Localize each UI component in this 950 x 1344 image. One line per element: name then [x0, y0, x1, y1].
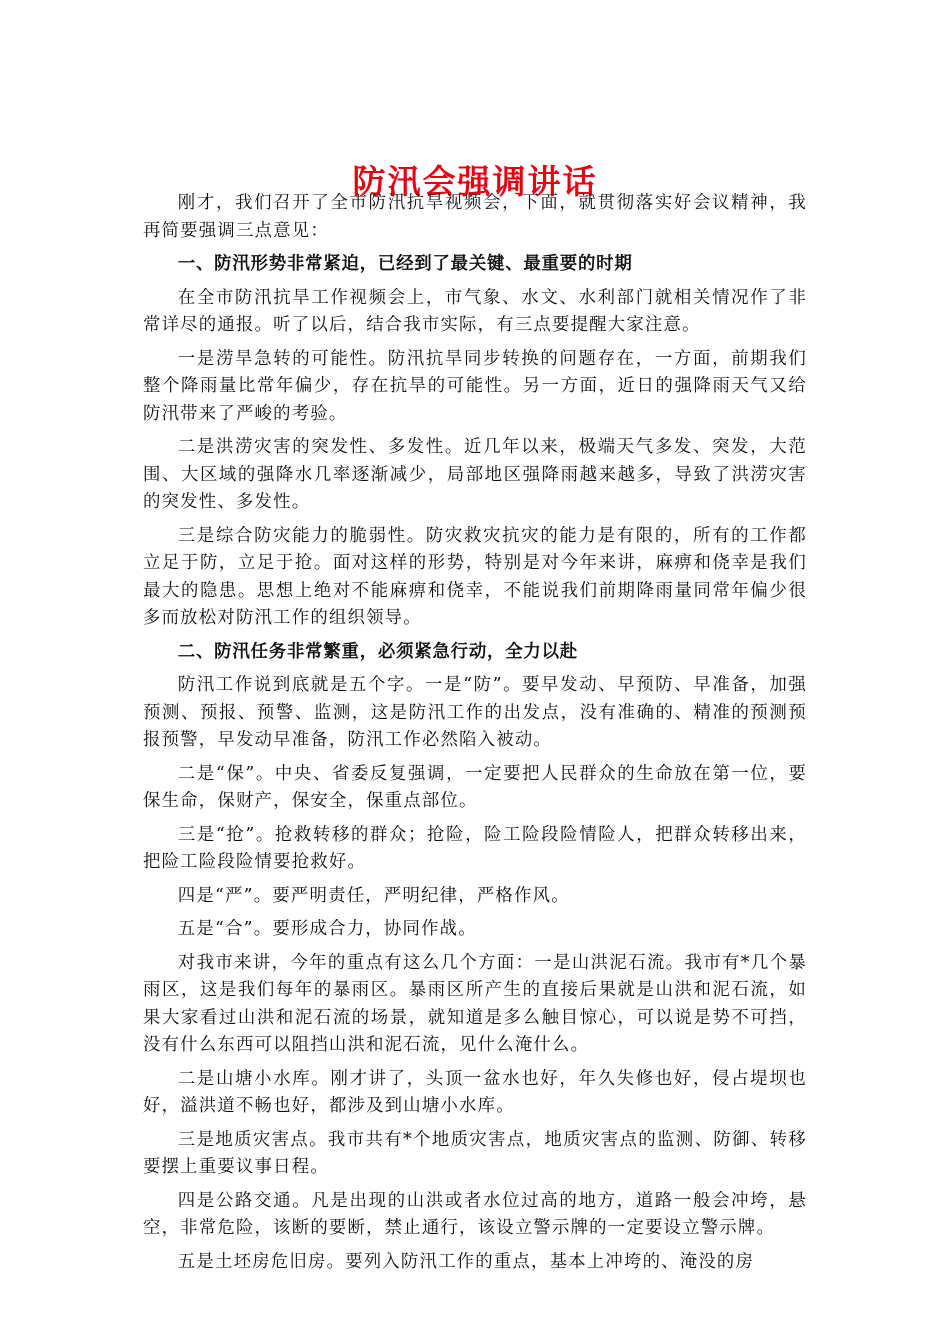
intro-paragraph: 刚才，我们召开了全市防汛抗旱视频会，下面，就贯彻落实好会议精神，我再简要强调三点意见： [143, 193, 807, 241]
section-heading-2: 二、防汛任务非常繁重，必须紧急行动，全力以赴 [177, 641, 578, 662]
body-paragraph: 二是“保”。中央、省委反复强调，一定要把人民群众的生命放在第一位，要保生命，保财产，保安全，保重点部位。 [143, 763, 807, 811]
document-page [143, 0, 807, 1344]
body-paragraph: 四是公路交通。凡是出现的山洪或者水位过高的地方，道路一般会冲垮，悬空，非常危险，该断的要断，禁止通行，该设立警示牌的一定要设立警示牌。 [143, 1190, 807, 1238]
section-heading-1: 一、防汛形势非常紧迫，已经到了最关键、最重要的时期 [177, 254, 633, 274]
body-paragraph: 五是“合”。要形成合力，协同作战。 [177, 919, 477, 939]
body-paragraph: 五是土坯房危旧房。要列入防汛工作的重点，基本上冲垮的、淹没的房 [177, 1251, 755, 1272]
body-paragraph: 二是山塘小水库。刚才讲了，头顶一盆水也好，年久失修也好，侵占堤坝也好，溢洪道不畅也好，都涉及到山塘小水库。 [143, 1068, 807, 1116]
document-title: 防汛会强调讲话 [352, 162, 598, 202]
body-paragraph: 三是“抢”。抢救转移的群众；抢险，险工险段险情险人，把群众转移出来，把险工险段险情要抢救好。 [143, 824, 807, 872]
body-paragraph: 三是综合防灾能力的脆弱性。防灾救灾抗灾的能力是有限的，所有的工作都立足于防，立足于抢。面对这样的形势，特别是对今年来讲，麻痹和侥幸是我们最大的隐患。思想上绝对不能麻痹和侥幸，不能说我们前期降雨量同常年偏少很多而放松对防汛工作的组织领导。 [143, 525, 807, 628]
body-paragraph: 二是洪涝灾害的突发性、多发性。近几年以来，极端天气多发、突发，大范围、大区域的强降水几率逐渐减少，局部地区强降雨越来越多，导致了洪涝灾害的突发性、多发性。 [143, 437, 807, 512]
document-body [143, 190, 807, 1282]
body-paragraph: 对我市来讲，今年的重点有这么几个方面：一是山洪泥石流。我市有*几个暴雨区，这是我们每年的暴雨区。暴雨区所产生的直接后果就是山洪和泥石流，如果大家看过山洪和泥石流的场景，就知道是多么触目惊心，可以说是势不可挡，没有什么东西可以阻挡山洪和泥石流，见什么淹什么。 [143, 952, 807, 1055]
body-paragraph: 四是“严”。要严明责任，严明纪律，严格作风。 [177, 885, 570, 906]
body-paragraph: 三是地质灾害点。我市共有*个地质灾害点，地质灾害点的监测、防御、转移要摆上重要议事日程。 [143, 1129, 807, 1177]
body-paragraph: 一是涝旱急转的可能性。防汛抗旱同步转换的问题存在，一方面，前期我们整个降雨量比常年偏少，存在抗旱的可能性。另一方面，近日的强降雨天气又给防汛带来了严峻的考验。 [143, 348, 807, 424]
body-paragraph: 防汛工作说到底就是五个字。一是“防”。要早发动、早预防、早准备，加强预测、预报、预警、监测，这是防汛工作的出发点，没有准确的、精准的预测预报预警，早发动早准备，防汛工作必然陷入被动。 [143, 675, 807, 750]
body-paragraph: 在全市防汛抗旱工作视频会上，市气象、水文、水利部门就相关情况作了非常详尽的通报。听了以后，结合我市实际，有三点要提醒大家注意。 [143, 287, 807, 335]
